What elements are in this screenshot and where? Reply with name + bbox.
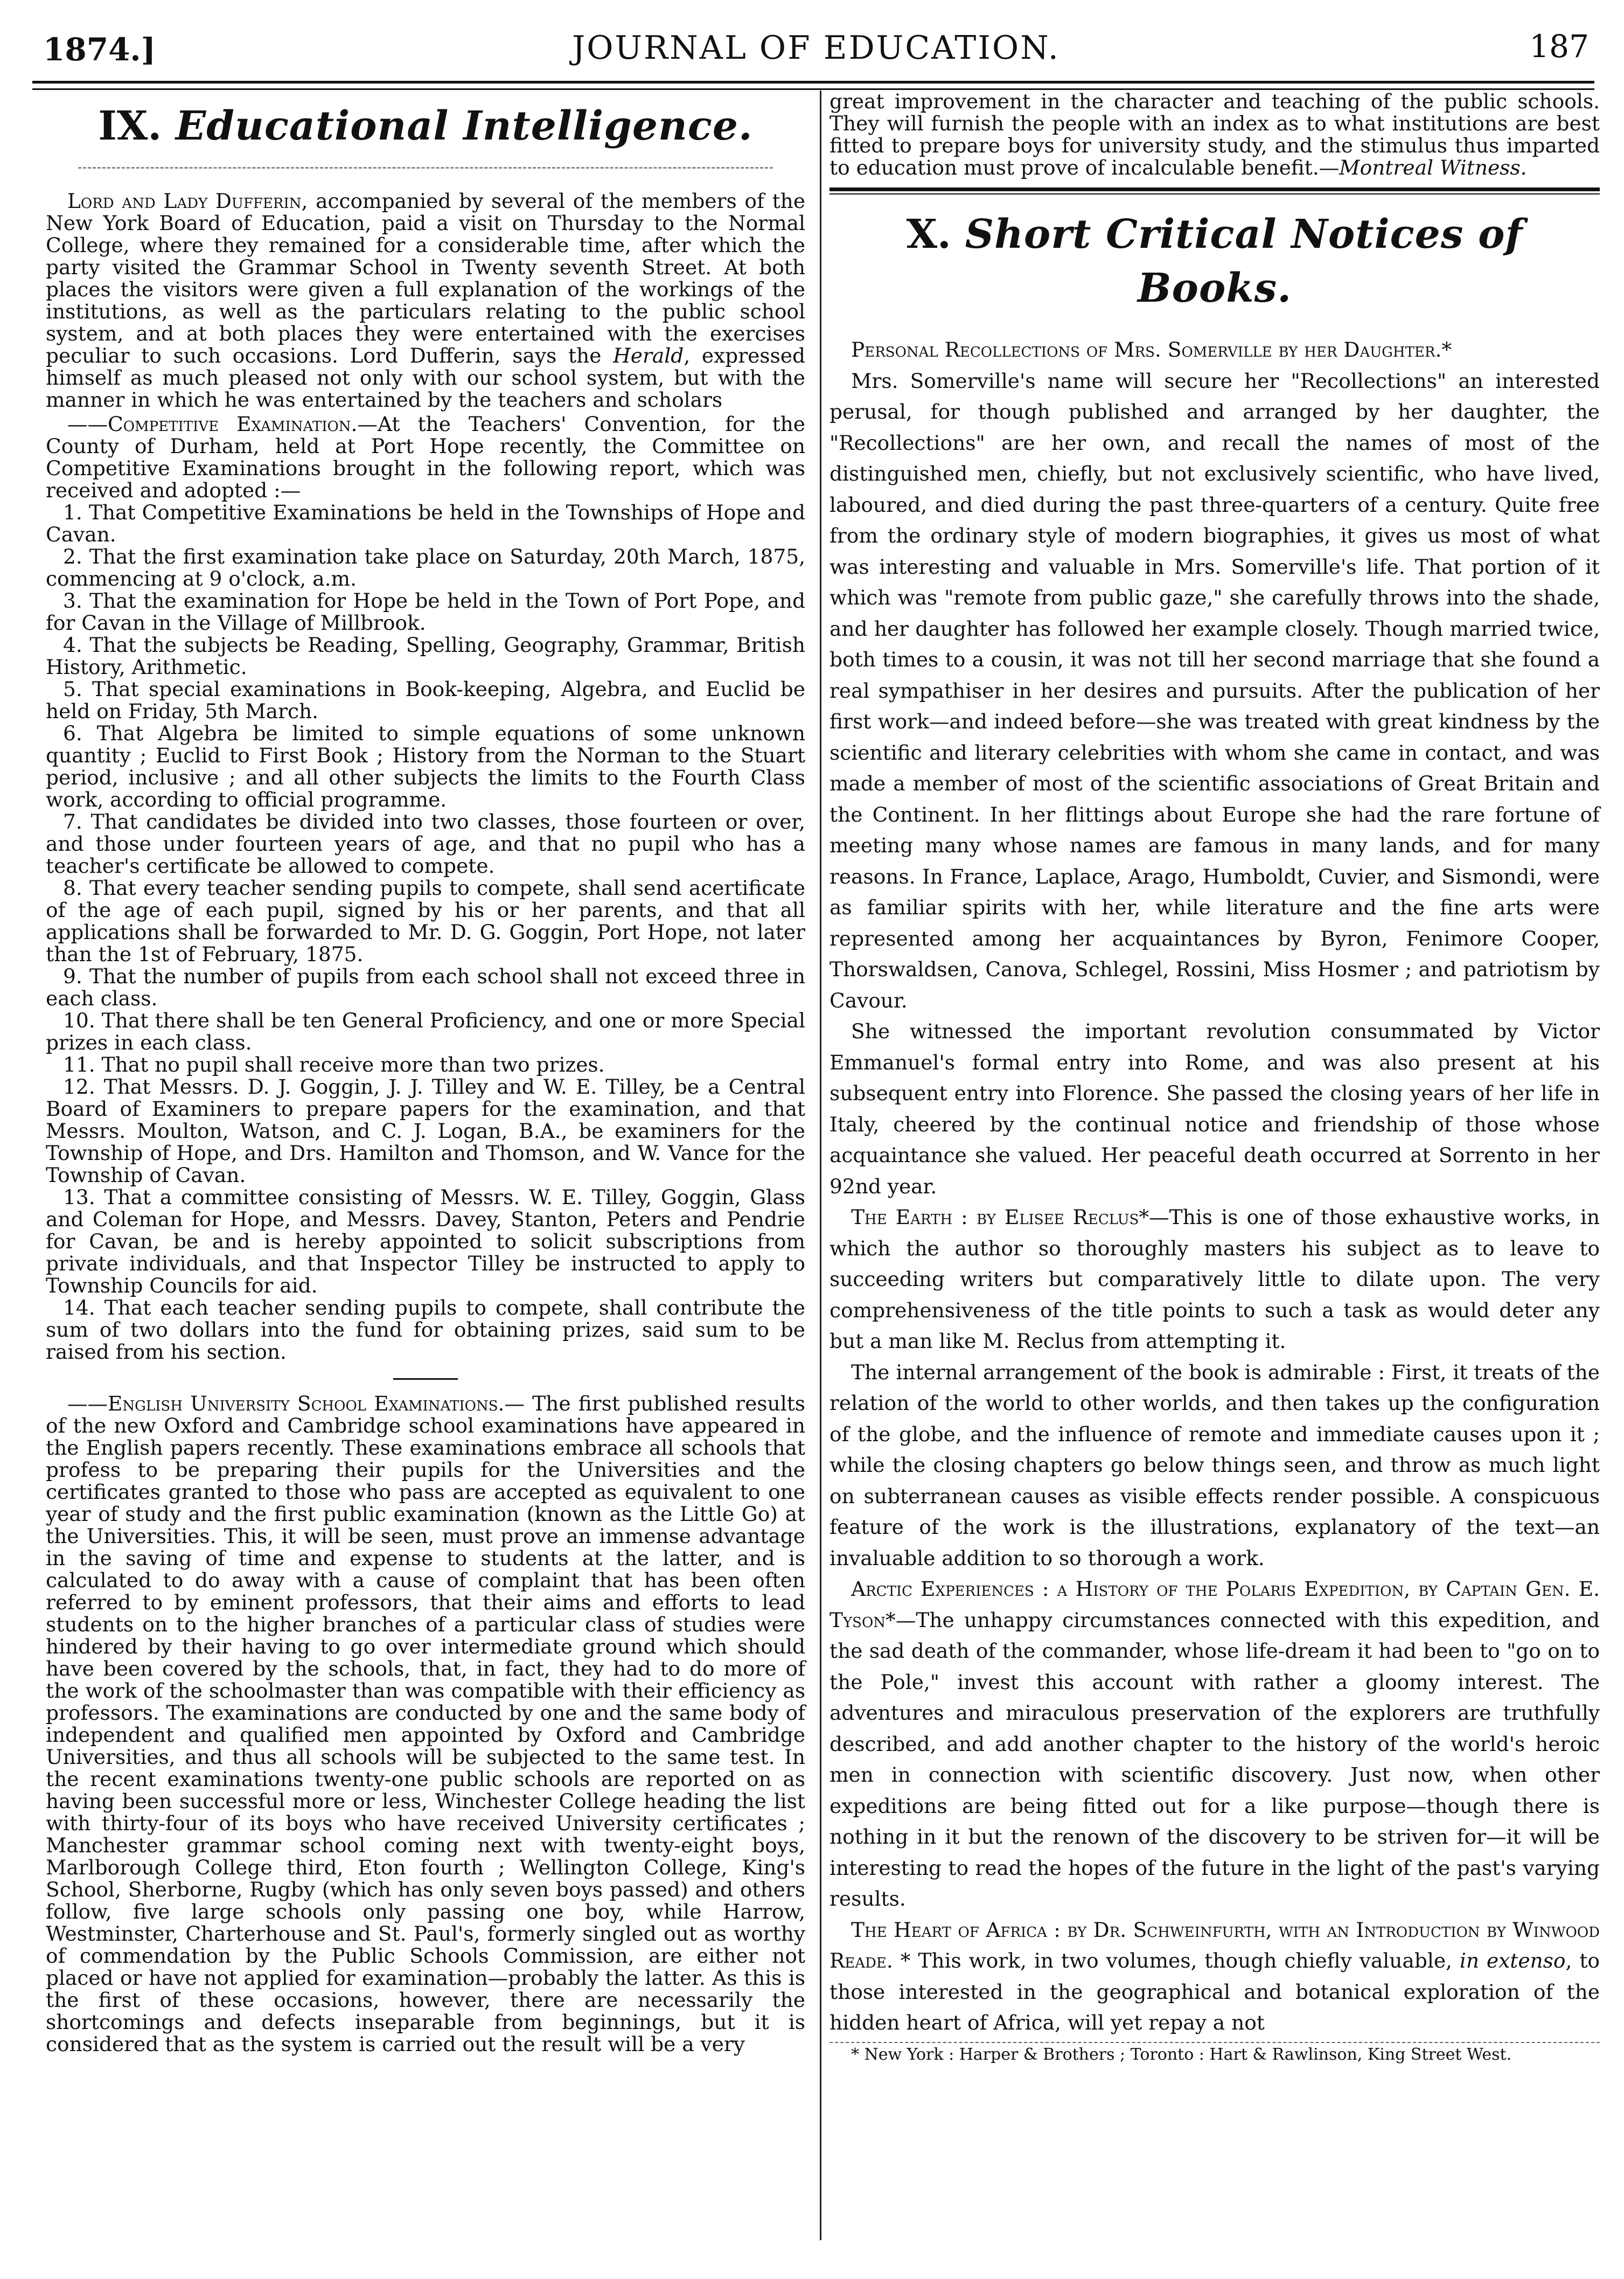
list-item: 8. That every teacher sending pupils to compete, shall send acertificate of the age of each pupil, signed by his or her parents, and that all applications shall be forwarded to Mr. D. G. Goggin, Port Hope, not later than the 1st of February, 1875. xyxy=(46,876,805,966)
english-exams-text: — The first published results of the new Oxford and Cambridge school examinations have appeared in the English papers recently. These examinations embrace all schools that profess to be preparing their pupils for the Universities and the certificates granted to those who pass are accepted as equivalent to one year of study and the first public examination (known as the Little Go) at the Universities. This, it will be seen, must prove an immense advantage in the saving of time and expense to students at the latter, and is calculated to do away with a cause of complaint that has been often referred to by eminent professors, that their aims and efforts to lead students on to the higher branches of a particular class of studies were hindered by their having to go over intermediate ground which should have been covered by the schools, that, in fact, they had to do more of the work of the schoolmaster than was compatible with their efficiency as professors. The examinations are conducted by one and the same body of independent and qualified men appointed by Oxford and Cambridge Universities, and thus all schools will be subjected to the same test. In the recent examinations twenty-one public schools are reported on as having been successful more or less, Winchester College heading the list with thirty-four of its boys who have received University certificates ; Manchester grammar school coming next with twenty-eight boys, Marlborough College third, Eton fourth ; Wellington College, King's School, Sherborne, Rugby (which has only seven boys passed) and others follow, five large schools only passing one boy, while Harrow, Westminster, Charterhouse and St. Paul's, formerly singled out as worthy of commendation by the Public Schools Commission, are either not placed or have not applied for examination—probably the latter. As this is the first of these occasions, however, there are necessarily the shortcomings and defects inseparable from beginnings, but it is considered that as the system is carried out the result will be a very xyxy=(46,1392,806,2056)
competitive-lead: Competitive Examination. xyxy=(108,412,358,436)
africa-star: * xyxy=(893,1949,918,1972)
africa-text-b: , to those interested in the geographical and botanical exploration of the hidden heart of Africa, will yet repay a not xyxy=(830,1949,1600,2034)
competitive-dash: —— xyxy=(67,412,108,436)
short-divider xyxy=(393,1378,458,1380)
continued-source: Montreal Witness. xyxy=(1339,156,1527,179)
list-item: 3. That the examination for Hope be held in the Town of Port Pope, and for Cavan in the Village of Millbrook. xyxy=(46,589,805,635)
section-x-number: X. xyxy=(906,211,951,258)
list-item: 7. That candidates be divided into two classes, those fourteen or over, and those under fourteen years of age, and that no pupil who has a teacher's certificate be allowed to compete. xyxy=(46,810,805,878)
competitive-list xyxy=(46,502,805,1363)
list-item: 10. That there shall be ten General Proficiency, and one or more Special prizes in each class. xyxy=(46,1009,805,1054)
header-page-number: 187 xyxy=(1529,28,1589,65)
list-item: 4. That the subjects be Reading, Spelling, Geography, Grammar, British History, Arithmetic. xyxy=(46,633,805,679)
list-item: 14. That each teacher sending pupils to compete, shall contribute the sum of two dollars into the fund for obtaining prizes, said sum to be raised from his section. xyxy=(46,1296,805,1364)
header-journal-title: JOURNAL OF EDUCATION. xyxy=(572,29,1060,67)
africa-text-a: This work, in two volumes, though chiefly valuable, xyxy=(918,1949,1460,1972)
africa-title: The Heart of Africa : by Dr. Schweinfurth, with an Introduction by Winwood Reade. xyxy=(830,1917,1600,1972)
list-item: 12. That Messrs. D. J. Goggin, J. J. Tilley and W. E. Tilley, be a Central Board of Examiners to prepare papers for the examination, and that Messrs. Moulton, Watson, and C. J. Logan, B.A., be examiners for the Township of Hope, and Drs. Hamilton and Thomson, and W. Vance for the Township of Cavan. xyxy=(46,1075,805,1187)
competitive-text: —At the Teachers' Convention, for the County of Durham, held at Port Hope recently, the Committee on Competitive Examinations brought in the following report, which was received and adopted :— xyxy=(46,412,805,502)
english-exams-dash: —— xyxy=(67,1392,108,1415)
earth-paragraph-2: The internal arrangement of the book is admirable : First, it treats of the relation of the world to other worlds, and then takes up the configuration of the globe, and the influence of remote and immediate causes upon it ; while the closing chapters go below things seen, and throw as much light on subterranean causes as visible effects render possible. A conspicuous feature of the work is the illustrations, explanatory of the text—an invaluable addition to so thorough a work. xyxy=(830,1360,1600,1570)
section-ix-number: IX. xyxy=(98,103,162,149)
right-column xyxy=(830,91,1600,2066)
english-exams-lead: English University School Examinations. xyxy=(108,1392,505,1415)
dufferin-herald: Herald xyxy=(613,344,684,367)
section-x-title: Short Critical Notices of Books. xyxy=(965,211,1523,311)
section-ix-heading xyxy=(46,99,805,153)
earth-paragraph-1 xyxy=(830,1202,1600,1357)
dufferin-text-b: , expressed himself as much pleased not only with our school system, but with the manner in which he was entertained by the teachers and scholars xyxy=(46,344,805,412)
somerville-title: Personal Recollections of Mrs. Somerville by her Daughter.* xyxy=(851,338,1452,362)
competitive-paragraph xyxy=(46,413,805,502)
list-item: 9. That the number of pupils from each school shall not exceed three in each class. xyxy=(46,964,805,1010)
dufferin-text-a: accompanied by several of the members of the New York Board of Education, paid a visit on Thursday to the Normal College, where they remained for a considerable time, after which the party visited the Grammar School in Twenty seventh Street. At both places the visitors were given a full explanation of the workings of the institutions, as well as the particulars relating to the public school system, and at both places they were entertained with the exercises peculiar to such occasions. Lord Dufferin, says the xyxy=(46,189,806,367)
list-item: 6. That Algebra be limited to simple equations of some unknown quantity ; Euclid to First Book ; History from the Norman to the Stuart period, inclusive ; and all other subjects the limits to the Fourth Class work, according to official programme. xyxy=(46,721,805,811)
section-x-rule-thick xyxy=(830,187,1600,191)
column-divider xyxy=(820,91,821,2240)
section-ix-rule xyxy=(78,167,773,169)
section-x-rule-thin xyxy=(830,193,1600,194)
page-header xyxy=(43,26,1589,71)
dufferin-paragraph xyxy=(46,190,805,411)
africa-paragraph xyxy=(830,1915,1600,2039)
section-x-heading xyxy=(830,207,1600,315)
somerville-paragraph-2: She witnessed the important revolution consummated by Victor Emmanuel's formal entry into Rome, and was also present at his subsequent entry into Florence. She passed the closing years of her life in Italy, cheered by the continual notice and friendship of those whose acquaintance she valued. Her peaceful death occurred at Sorrento in her 92nd year. xyxy=(830,1019,1600,1198)
arctic-text: —The unhappy circumstances connected with this expedition, and the sad death of the commander, whose life-dream it had been to "go on to the Pole," invest this account with rather a gloomy interest. The adventures and miraculous preservation of the explorers are truthfully described, and add another chapter to the history of the world's heroic men in connection with scientific discovery. Just now, when other expeditions are being fitted out for a like purpose—though there is nothing in it but the renown of the discovery to be striven for—it will be interesting to read the hopes of the future in the light of the past's varying results. xyxy=(830,1608,1600,1910)
list-item: 1. That Competitive Examinations be held in the Townships of Hope and Cavan. xyxy=(46,501,805,546)
arctic-title: Arctic Experiences : a History of the Polaris Expedition, by Captain Gen. E. Tyson* xyxy=(830,1577,1600,1632)
english-exams-paragraph xyxy=(46,1393,805,2055)
footnote: * New York : Harper & Brothers ; Toronto : Hart & Rawlinson, King Street West. xyxy=(851,2045,1512,2064)
header-year: 1874.] xyxy=(43,31,156,68)
left-column xyxy=(46,91,805,2055)
list-item: 5. That special examinations in Book-keeping, Algebra, and Euclid be held on Friday, 5th March. xyxy=(46,677,805,723)
list-item: 2. That the first examination take place on Saturday, 20th March, 1875, commencing at 9 o'clock, a.m. xyxy=(46,545,805,590)
continued-text: great improvement in the character and teaching of the public schools. They will furnish the people with an index as to what institutions are best fitted to prepare boys for university study, and the stimulus thus imparted to education must prove of incalculable benefit.— xyxy=(830,89,1600,179)
somerville-paragraph-1: Mrs. Somerville's name will secure her "Recollections" an interested perusal, for though published and arranged by her daughter, the "Recollections" are her own, and recall the names of most of the distinguished men, chiefly, but not exclusively scientific, who have lived, laboured, and died during the past three-quarters of a century. Quite free from the ordinary style of modern biographies, it gives us most of what was interesting and valuable in Mrs. Somerville's life. That portion of it which was "remote from public gaze," she carefully throws into the shade, and her daughter has followed her example closely. Though married twice, both times to a cousin, it was not till her second marriage that she found a real sympathiser in her desires and pursuits. After the publication of her first work—and indeed before—she was treated with great kindness by the scientific and literary celebrities with whom she came in contact, and was made a member of most of the scientific associations of Great Britain and the Continent. In her flittings about Europe she had the rare fortune of meeting many whose names are famous in many lands, and for many reasons. In France, Laplace, Arago, Humboldt, Cuvier, and Sismondi, were as familiar spirits with her, while literature and the fine arts were represented among her acquaintances by Byron, Fenimore Cooper, Thorswaldsen, Canova, Schlegel, Rossini, Miss Hosmer ; and patriotism by Cavour. xyxy=(830,369,1600,1012)
continued-paragraph xyxy=(830,91,1600,179)
list-item: 13. That a committee consisting of Messrs. W. E. Tilley, Goggin, Glass and Coleman for Hope, and Messrs. Davey, Stanton, Peters and Pendrie for Cavan, be and is hereby appointed to solicit subscriptions from private individuals, and that Inspector Tilley be instructed to apply to Township Councils for aid. xyxy=(46,1185,805,1297)
arctic-paragraph xyxy=(830,1574,1600,1915)
earth-title: The Earth : by Elisee Reclus* xyxy=(851,1205,1149,1229)
africa-italic: in extenso xyxy=(1459,1949,1566,1972)
footnote-rule xyxy=(830,2042,1600,2043)
dufferin-lead: Lord and Lady Dufferin, xyxy=(67,189,308,213)
header-rule-thick xyxy=(32,81,1594,84)
list-item: 11. That no pupil shall receive more than two prizes. xyxy=(63,1053,605,1076)
earth-text-1: —This is one of those exhaustive works, in which the author so thoroughly masters his subject as to leave to succeeding writers but comparatively little to dilate upon. The very comprehensiveness of the title points to such a task as would deter any but a man like M. Reclus from attempting it. xyxy=(830,1205,1600,1353)
section-ix-title: Educational Intelligence. xyxy=(175,103,753,149)
